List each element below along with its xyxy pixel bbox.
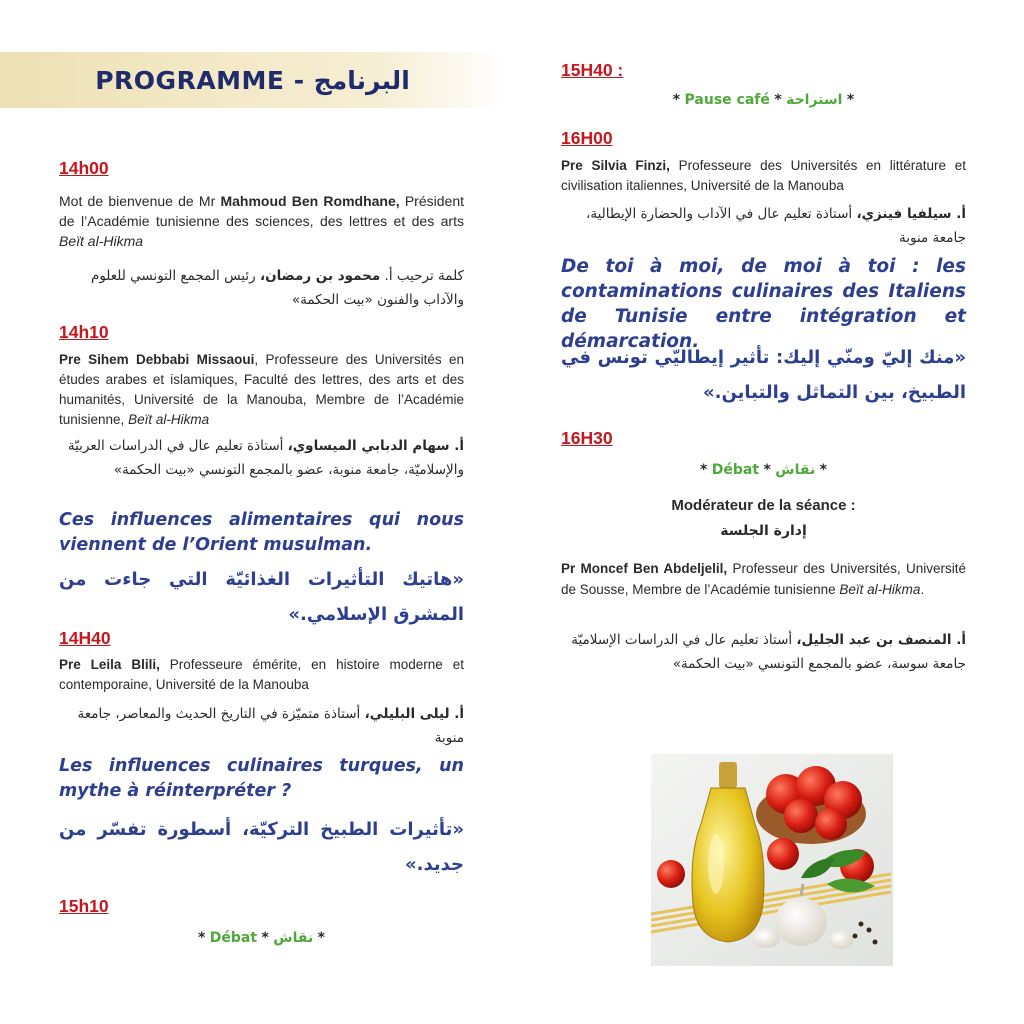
speaker-bio-ar bbox=[59, 702, 464, 750]
moderator-heading-ar: إدارة الجلسة bbox=[720, 523, 807, 539]
star-separator: * bbox=[700, 462, 708, 478]
institution-name: Beït al-Hikma bbox=[839, 582, 921, 597]
speaker-bio-fr bbox=[561, 156, 966, 196]
debat-line bbox=[59, 930, 464, 946]
time-15h40: 15H40 : bbox=[561, 60, 624, 80]
welcome-intro: Mot de bienvenue de Mr bbox=[59, 193, 221, 209]
talk-title-ar: «هاتيك التأثيرات الغذائيّة التي جاءت من المشرق الإسلامي.» bbox=[59, 569, 464, 625]
star-separator: * bbox=[774, 92, 782, 108]
welcome-intro-ar: كلمة ترحيب أ. bbox=[380, 268, 464, 284]
debat-label-ar: نقاش bbox=[775, 462, 816, 478]
pause-line bbox=[561, 92, 966, 108]
time-15h10: 15h10 bbox=[59, 896, 109, 916]
pause-label-fr: Pause café bbox=[684, 92, 770, 108]
talk-title-ar: «تأثيرات الطبيخ التركيّة، أسطورة تفسّر من جديد.» bbox=[59, 819, 464, 875]
programme-banner bbox=[0, 52, 505, 108]
speaker-name: Pre Sihem Debbabi Missaoui bbox=[59, 352, 255, 367]
moderator-bio-ar bbox=[561, 628, 966, 676]
speaker-affiliation-ar: رئيس المجمع التونسي للعلوم والآداب والفنون «بيت الحكمة» bbox=[90, 268, 464, 308]
time-16h30: 16H30 bbox=[561, 428, 613, 448]
speaker-name-ar: أ. ليلى البليلي، bbox=[364, 706, 464, 722]
speaker-affiliation-ar: أستاذة تعليم عال في الدراسات العربيّة والإسلاميّة، جامعة منوبة، عضو بالمجمع التونسي «بيت الحكمة» bbox=[67, 438, 464, 478]
speaker-name-ar: محمود بن رمضان، bbox=[259, 268, 381, 284]
star-separator: * bbox=[672, 92, 681, 108]
debat-label-ar: نقاش bbox=[273, 930, 314, 946]
talk-title-fr: Ces influences alimentaires qui nous viennent de l’Orient musulman. bbox=[59, 510, 464, 555]
moderator-name-ar: أ. المنصف بن عبد الجليل، bbox=[796, 632, 966, 648]
star-separator: * bbox=[819, 462, 827, 478]
olive-oil-tomatoes-photo bbox=[651, 754, 893, 966]
welcome-text-fr bbox=[59, 191, 464, 251]
welcome-text-ar bbox=[59, 264, 464, 312]
star-separator: * bbox=[198, 930, 206, 946]
speaker-affiliation: , Professeure des Universités en études arabes et islamiques, Faculté des lettres, des arts et des humanités, Université de la Manouba, Membre de l’Académie tunisienne, bbox=[59, 352, 464, 427]
speaker-affiliation: Professeure émérite, en histoire moderne et contemporaine, Université de la Manouba bbox=[59, 657, 464, 692]
time-14h40: 14H40 bbox=[59, 628, 111, 648]
star-separator: * bbox=[261, 930, 269, 946]
food-illustration bbox=[651, 754, 893, 966]
speaker-bio-ar bbox=[59, 434, 464, 482]
star-separator: * bbox=[763, 462, 771, 478]
speaker-name: Pre Silvia Finzi, bbox=[561, 158, 670, 173]
moderator-heading-fr: Modérateur de la séance : bbox=[671, 497, 856, 514]
institution-name: Beït al-Hikma bbox=[59, 233, 144, 249]
speaker-bio-ar bbox=[561, 202, 966, 250]
star-separator: * bbox=[846, 92, 855, 108]
period: . bbox=[920, 582, 925, 597]
moderator-affiliation: Professeur des Universités, Université de Sousse, Membre de l’Académie tunisienne bbox=[561, 561, 966, 597]
speaker-affiliation-ar: أستاذة تعليم عال في الآداب والحضارة الإيطالية، جامعة منوبة bbox=[586, 206, 966, 246]
moderator-bio-fr bbox=[561, 558, 966, 600]
speaker-affiliation-ar: أستاذة متميّزة في التاريخ الحديث والمعاصر، جامعة منوبة bbox=[77, 706, 464, 746]
speaker-affiliation: Professeure des Universités en littérature et civilisation italiennes, Université de la Manouba bbox=[561, 158, 966, 193]
talk-title-ar: «منك إليّ ومنّي إليك: تأثير إيطاليّي تونس في الطبيخ، بين التماثل والتباين.» bbox=[561, 347, 966, 403]
talk-title-fr: Les influences culinaires turques, un mythe à réinterpréter ? bbox=[59, 756, 464, 801]
moderator-name: Pr Moncef Ben Abdeljelil, bbox=[561, 561, 728, 576]
debat-label-fr: Débat bbox=[209, 930, 258, 946]
debat-line bbox=[561, 462, 966, 478]
speaker-affiliation: Président de l’Académie tunisienne des sciences, des lettres et des arts bbox=[59, 193, 464, 229]
debat-label-fr: Débat bbox=[711, 462, 760, 478]
speaker-name: Mahmoud Ben Romdhane, bbox=[220, 193, 400, 209]
moderator-affiliation-ar: أستاذ تعليم عال في الدراسات الإسلاميّة جامعة سوسة، عضو بالمجمع التونسي «بيت الحكمة» bbox=[571, 632, 966, 672]
speaker-name-ar: أ. سهام الدبابي الميساوي، bbox=[287, 438, 464, 454]
speaker-name: Pre Leila Blili, bbox=[59, 657, 160, 672]
speaker-bio-fr bbox=[59, 350, 464, 430]
star-separator: * bbox=[317, 930, 325, 946]
speaker-name-ar: أ. سيلفيا فينزي، bbox=[856, 206, 966, 222]
talk-title-fr: De toi à moi, de moi à toi : les contaminations culinaires des Italiens de Tunisie entre intégration et démarcation. bbox=[561, 256, 966, 352]
institution-name: Beït al-Hikma bbox=[128, 412, 210, 427]
programme-title: PROGRAMME - البرنامج bbox=[95, 65, 410, 95]
time-14h10: 14h10 bbox=[59, 322, 109, 342]
speaker-bio-fr bbox=[59, 655, 464, 695]
pause-label-ar: استراحة bbox=[786, 92, 843, 108]
time-16h00: 16H00 bbox=[561, 128, 613, 148]
time-14h00: 14h00 bbox=[59, 158, 109, 178]
